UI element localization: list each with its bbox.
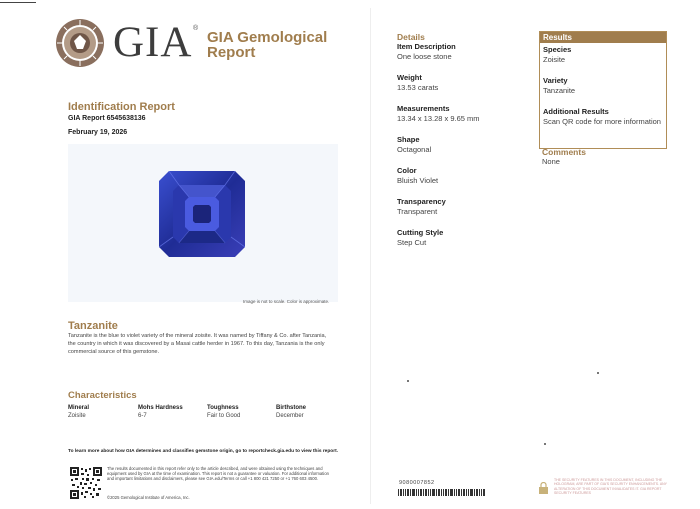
- results-box: [539, 31, 667, 149]
- copyright-text: ©2025 Gemological Institute of America, Inc.: [107, 495, 190, 500]
- field-value: Scan QR code for more information: [543, 117, 661, 126]
- field-label: Shape: [397, 135, 420, 144]
- comments-value: [542, 157, 560, 167]
- field-value: 13.53 carats: [397, 83, 439, 92]
- field-label: Variety: [543, 76, 568, 85]
- result-variety: [543, 76, 575, 96]
- results-title: Results: [540, 32, 666, 43]
- detail-transparency: [397, 197, 446, 217]
- field-value: One loose stone: [397, 52, 452, 61]
- field-label: Species: [543, 45, 572, 54]
- field-label: Transparency: [397, 197, 446, 206]
- lock-icon: [538, 482, 549, 494]
- characteristic-birthstone: [276, 405, 306, 419]
- characteristics-title: Characteristics: [68, 390, 137, 401]
- detail-weight: [397, 73, 438, 93]
- image-disclaimer: Image is not to scale. Color is approximate.: [243, 299, 330, 304]
- characteristic-label: Mineral: [68, 405, 90, 411]
- security-text: THE SECURITY FEATURES IN THIS DOCUMENT, INCLUDING THE HOLOGRAM, ARE PART OF GIA'S SECURITY ENHANCEMENTS. ANY ALTERATION OF THIS DOCUMENT INVALIDATES IT. GIA REPORT SECURITY FEATURES: [554, 478, 667, 495]
- characteristic-value: Zoisite: [68, 413, 86, 419]
- field-label: Color: [397, 166, 417, 175]
- detail-color: [397, 166, 438, 186]
- report-brand-title: [207, 30, 327, 60]
- field-label: Item Description: [397, 42, 456, 51]
- learn-more-text: To learn more about how GIA determines and classifies gemstone origin, go to reportcheck.gia.edu to view this report.: [68, 449, 339, 454]
- characteristic-label: Toughness: [207, 405, 239, 411]
- identification-title: Identification Report: [68, 101, 175, 113]
- stone-name: Tanzanite: [68, 320, 118, 332]
- detail-measurements: [397, 104, 480, 124]
- dot-mark: [407, 380, 409, 382]
- characteristic-toughness: [207, 405, 240, 419]
- stone-description: Tanzanite is the blue to violet variety of the mineral zoisite. It was named by Tiffany & Co. after Tanzania, the country in which it was discovered by a Masai cattle herder in 1967. To this day, Tanzania is the only commercial source of this gemstone.: [68, 333, 327, 355]
- top-rule: [0, 2, 36, 3]
- field-label: Additional Results: [543, 107, 609, 116]
- gia-seal-icon: [55, 18, 105, 68]
- gemstone-image: [159, 171, 245, 257]
- characteristic-hardness: [138, 405, 183, 419]
- security-features: [537, 478, 669, 496]
- characteristic-label: Birthstone: [276, 405, 306, 411]
- field-value: Bluish Violet: [397, 176, 439, 185]
- result-species: [543, 45, 571, 65]
- dot-mark: [544, 443, 546, 445]
- details-title: Details: [397, 32, 425, 42]
- field-value: 13.34 x 13.28 x 9.65 mm: [397, 114, 480, 123]
- characteristic-value: Fair to Good: [207, 413, 241, 419]
- qr-code-icon[interactable]: [70, 467, 102, 499]
- detail-item-description: [397, 42, 456, 62]
- field-label: Measurements: [397, 104, 450, 113]
- characteristic-mineral: [68, 405, 89, 419]
- field-label: Cutting Style: [397, 228, 444, 237]
- report-date: February 19, 2026: [68, 129, 128, 136]
- registered-mark: ®: [193, 25, 199, 32]
- field-value: Zoisite: [543, 55, 566, 64]
- field-value: Step Cut: [397, 238, 427, 247]
- field-value: Transparent: [397, 207, 438, 216]
- report-right-page: [370, 8, 692, 504]
- title-line-1: GIA Gemological: [207, 29, 328, 46]
- characteristic-value: 6-7: [138, 413, 147, 419]
- field-label: Weight: [397, 73, 422, 82]
- serial-number: 9080007852: [399, 480, 435, 486]
- comments-title: Comments: [542, 147, 586, 157]
- result-additional: [543, 107, 661, 127]
- barcode: [398, 489, 486, 496]
- field-value: Tanzanite: [543, 86, 576, 95]
- detail-shape: [397, 135, 431, 155]
- characteristic-value: December: [276, 413, 304, 419]
- title-line-2: Report: [207, 44, 256, 61]
- dot-mark: [597, 372, 599, 374]
- report-left-page: [50, 8, 355, 504]
- gia-logo: GIA: [113, 19, 193, 66]
- report-number: GIA Report 6545638136: [68, 115, 146, 122]
- report-disclaimer: The results documented in this report refer only to the article described, and were obtained using the techniques and equipment used by GIA at the time of examination. This report is not a guarantee or valuation. For additional information and important limitations and disclaimers, please see GIA.edu/Terms or call +1 800 421 7250 or +1 760 603 4500.: [107, 466, 329, 481]
- field-value: None: [542, 157, 560, 166]
- characteristic-label: Mohs Hardness: [138, 405, 183, 411]
- detail-cutting-style: [397, 228, 443, 248]
- field-value: Octagonal: [397, 145, 432, 154]
